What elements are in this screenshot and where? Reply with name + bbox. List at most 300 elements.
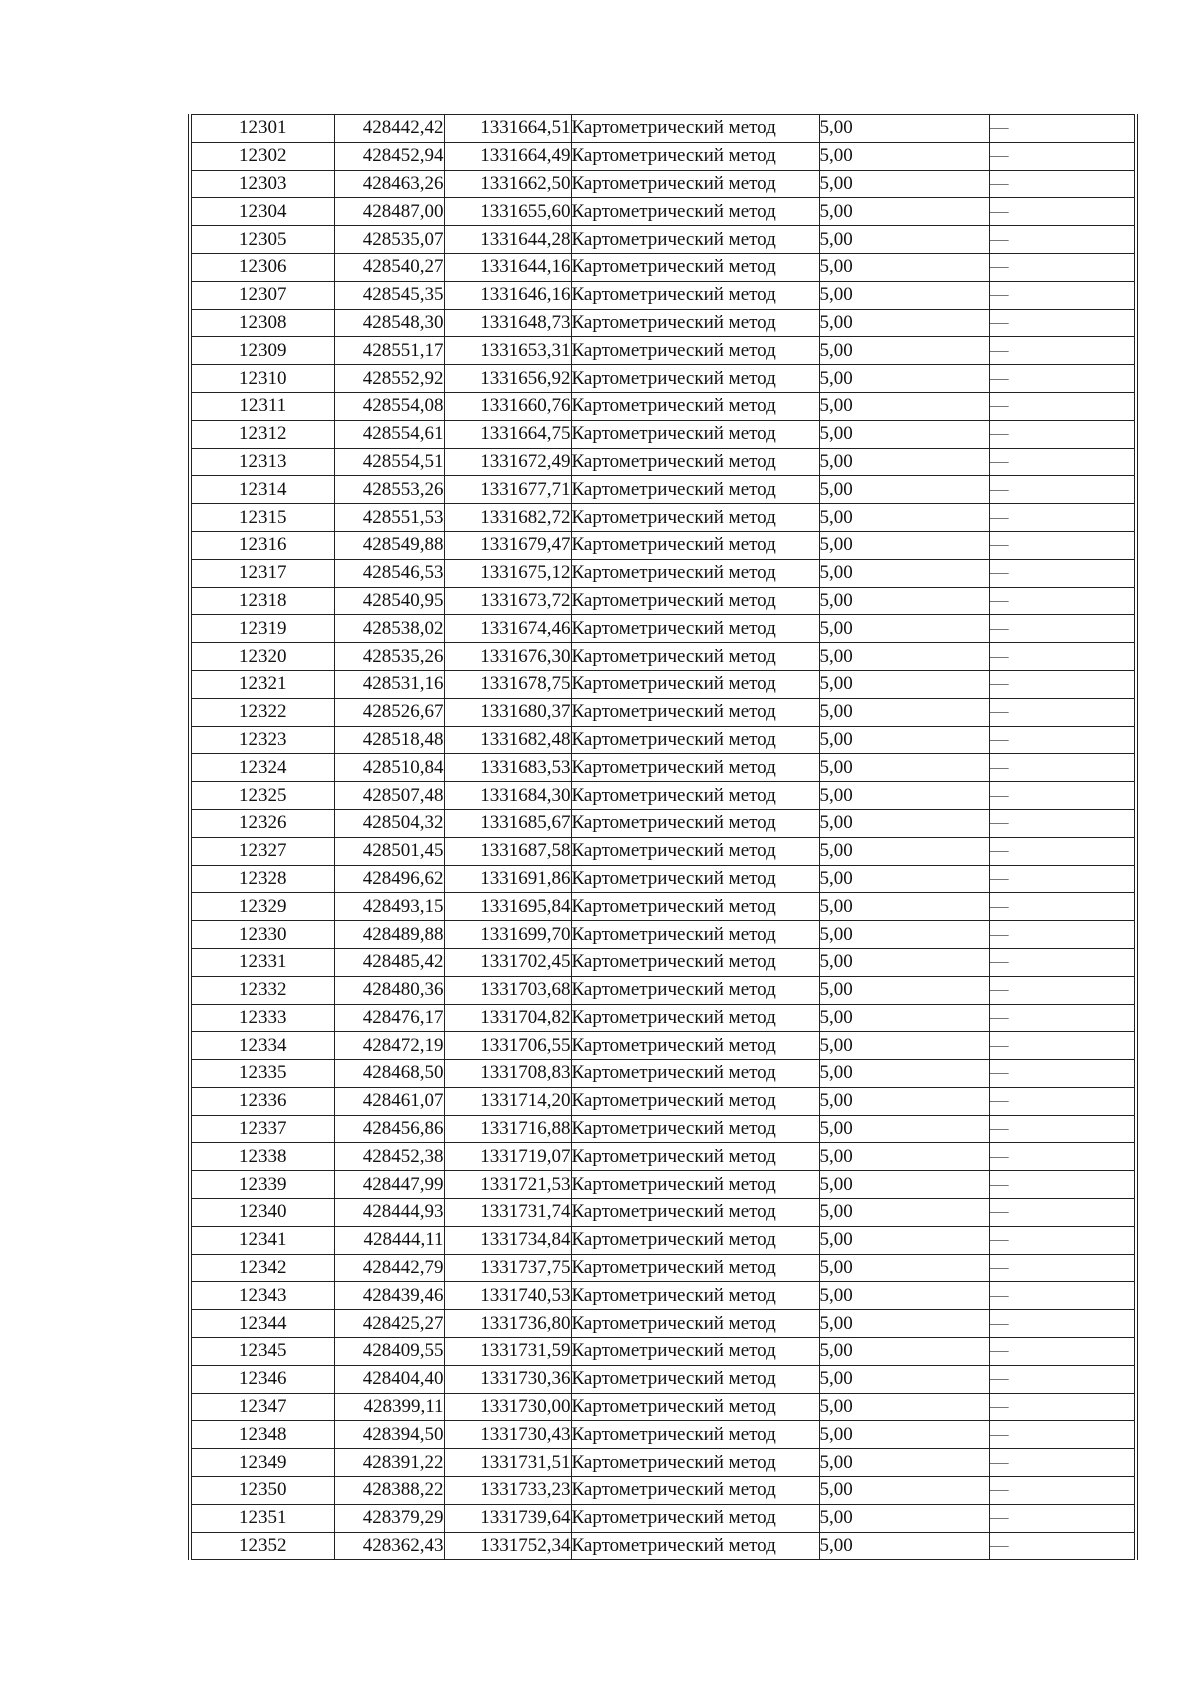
point-number-cell: 12311 xyxy=(190,392,334,420)
description-cell: — xyxy=(989,893,1136,921)
x-coordinate-cell: 428379,29 xyxy=(334,1504,444,1532)
table-row xyxy=(190,1115,1136,1143)
x-coordinate-cell: 428480,36 xyxy=(334,976,444,1004)
table-row xyxy=(190,1282,1136,1310)
description-cell: — xyxy=(989,1504,1136,1532)
method-cell: Картометрический метод xyxy=(571,281,819,309)
method-cell: Картометрический метод xyxy=(571,253,819,281)
accuracy-cell: 5,00 xyxy=(819,1310,989,1338)
x-coordinate-cell: 428388,22 xyxy=(334,1477,444,1505)
y-coordinate-cell: 1331648,73 xyxy=(444,309,571,337)
x-coordinate-cell: 428452,38 xyxy=(334,1143,444,1171)
accuracy-cell: 5,00 xyxy=(819,365,989,393)
table-row xyxy=(190,448,1136,476)
accuracy-cell: 5,00 xyxy=(819,448,989,476)
description-cell: — xyxy=(989,948,1136,976)
table-row xyxy=(190,865,1136,893)
method-cell: Картометрический метод xyxy=(571,142,819,170)
x-coordinate-cell: 428531,16 xyxy=(334,670,444,698)
point-number-cell: 12306 xyxy=(190,253,334,281)
accuracy-cell: 5,00 xyxy=(819,865,989,893)
method-cell: Картометрический метод xyxy=(571,1393,819,1421)
x-coordinate-cell: 428442,79 xyxy=(334,1254,444,1282)
point-number-cell: 12352 xyxy=(190,1532,334,1560)
point-number-cell: 12305 xyxy=(190,226,334,254)
y-coordinate-cell: 1331699,70 xyxy=(444,921,571,949)
point-number-cell: 12341 xyxy=(190,1226,334,1254)
x-coordinate-cell: 428489,88 xyxy=(334,921,444,949)
method-cell: Картометрический метод xyxy=(571,615,819,643)
y-coordinate-cell: 1331730,36 xyxy=(444,1365,571,1393)
y-coordinate-cell: 1331734,84 xyxy=(444,1226,571,1254)
accuracy-cell: 5,00 xyxy=(819,1449,989,1477)
method-cell: Картометрический метод xyxy=(571,1004,819,1032)
point-number-cell: 12327 xyxy=(190,837,334,865)
description-cell: — xyxy=(989,1171,1136,1199)
point-number-cell: 12318 xyxy=(190,587,334,615)
point-number-cell: 12320 xyxy=(190,643,334,671)
y-coordinate-cell: 1331730,00 xyxy=(444,1393,571,1421)
accuracy-cell: 5,00 xyxy=(819,1004,989,1032)
table-row xyxy=(190,698,1136,726)
y-coordinate-cell: 1331695,84 xyxy=(444,893,571,921)
table-row xyxy=(190,726,1136,754)
method-cell: Картометрический метод xyxy=(571,1143,819,1171)
description-cell: — xyxy=(989,115,1136,143)
x-coordinate-cell: 428452,94 xyxy=(334,142,444,170)
point-number-cell: 12323 xyxy=(190,726,334,754)
y-coordinate-cell: 1331678,75 xyxy=(444,670,571,698)
description-cell: — xyxy=(989,1226,1136,1254)
accuracy-cell: 5,00 xyxy=(819,1143,989,1171)
point-number-cell: 12350 xyxy=(190,1477,334,1505)
description-cell: — xyxy=(989,1449,1136,1477)
accuracy-cell: 5,00 xyxy=(819,309,989,337)
x-coordinate-cell: 428447,99 xyxy=(334,1171,444,1199)
description-cell: — xyxy=(989,921,1136,949)
table-row xyxy=(190,337,1136,365)
y-coordinate-cell: 1331682,72 xyxy=(444,504,571,532)
method-cell: Картометрический метод xyxy=(571,643,819,671)
table-row xyxy=(190,1004,1136,1032)
table-row xyxy=(190,309,1136,337)
x-coordinate-cell: 428444,93 xyxy=(334,1199,444,1227)
description-cell: — xyxy=(989,559,1136,587)
point-number-cell: 12334 xyxy=(190,1032,334,1060)
accuracy-cell: 5,00 xyxy=(819,1032,989,1060)
y-coordinate-cell: 1331721,53 xyxy=(444,1171,571,1199)
description-cell: — xyxy=(989,865,1136,893)
accuracy-cell: 5,00 xyxy=(819,643,989,671)
y-coordinate-cell: 1331677,71 xyxy=(444,476,571,504)
x-coordinate-cell: 428496,62 xyxy=(334,865,444,893)
point-number-cell: 12328 xyxy=(190,865,334,893)
table-row xyxy=(190,1310,1136,1338)
description-cell: — xyxy=(989,365,1136,393)
accuracy-cell: 5,00 xyxy=(819,281,989,309)
y-coordinate-cell: 1331752,34 xyxy=(444,1532,571,1560)
method-cell: Картометрический метод xyxy=(571,309,819,337)
x-coordinate-cell: 428472,19 xyxy=(334,1032,444,1060)
table-row xyxy=(190,754,1136,782)
y-coordinate-cell: 1331719,07 xyxy=(444,1143,571,1171)
table-row xyxy=(190,837,1136,865)
x-coordinate-cell: 428551,17 xyxy=(334,337,444,365)
accuracy-cell: 5,00 xyxy=(819,142,989,170)
method-cell: Картометрический метод xyxy=(571,670,819,698)
y-coordinate-cell: 1331660,76 xyxy=(444,392,571,420)
y-coordinate-cell: 1331673,72 xyxy=(444,587,571,615)
y-coordinate-cell: 1331664,51 xyxy=(444,115,571,143)
description-cell: — xyxy=(989,1393,1136,1421)
point-number-cell: 12335 xyxy=(190,1060,334,1088)
accuracy-cell: 5,00 xyxy=(819,559,989,587)
method-cell: Картометрический метод xyxy=(571,1282,819,1310)
method-cell: Картометрический метод xyxy=(571,809,819,837)
accuracy-cell: 5,00 xyxy=(819,1532,989,1560)
x-coordinate-cell: 428399,11 xyxy=(334,1393,444,1421)
description-cell: — xyxy=(989,754,1136,782)
point-number-cell: 12309 xyxy=(190,337,334,365)
method-cell: Картометрический метод xyxy=(571,865,819,893)
accuracy-cell: 5,00 xyxy=(819,1199,989,1227)
x-coordinate-cell: 428391,22 xyxy=(334,1449,444,1477)
accuracy-cell: 5,00 xyxy=(819,837,989,865)
accuracy-cell: 5,00 xyxy=(819,1254,989,1282)
y-coordinate-cell: 1331685,67 xyxy=(444,809,571,837)
point-number-cell: 12325 xyxy=(190,782,334,810)
accuracy-cell: 5,00 xyxy=(819,226,989,254)
x-coordinate-cell: 428540,27 xyxy=(334,253,444,281)
point-number-cell: 12346 xyxy=(190,1365,334,1393)
table-row xyxy=(190,782,1136,810)
table-row xyxy=(190,1254,1136,1282)
description-cell: — xyxy=(989,1338,1136,1366)
table-row xyxy=(190,281,1136,309)
accuracy-cell: 5,00 xyxy=(819,670,989,698)
table-row xyxy=(190,1171,1136,1199)
x-coordinate-cell: 428518,48 xyxy=(334,726,444,754)
y-coordinate-cell: 1331683,53 xyxy=(444,754,571,782)
description-cell: — xyxy=(989,337,1136,365)
accuracy-cell: 5,00 xyxy=(819,531,989,559)
method-cell: Картометрический метод xyxy=(571,1060,819,1088)
coordinates-table xyxy=(188,114,1138,1560)
table-row xyxy=(190,253,1136,281)
table-row xyxy=(190,392,1136,420)
method-cell: Картометрический метод xyxy=(571,1226,819,1254)
table-row xyxy=(190,504,1136,532)
point-number-cell: 12351 xyxy=(190,1504,334,1532)
method-cell: Картометрический метод xyxy=(571,476,819,504)
y-coordinate-cell: 1331675,12 xyxy=(444,559,571,587)
description-cell: — xyxy=(989,1254,1136,1282)
table-row xyxy=(190,1060,1136,1088)
accuracy-cell: 5,00 xyxy=(819,587,989,615)
point-number-cell: 12349 xyxy=(190,1449,334,1477)
accuracy-cell: 5,00 xyxy=(819,1226,989,1254)
description-cell: — xyxy=(989,670,1136,698)
point-number-cell: 12315 xyxy=(190,504,334,532)
description-cell: — xyxy=(989,1532,1136,1560)
y-coordinate-cell: 1331714,20 xyxy=(444,1087,571,1115)
description-cell: — xyxy=(989,976,1136,1004)
y-coordinate-cell: 1331740,53 xyxy=(444,1282,571,1310)
description-cell: — xyxy=(989,809,1136,837)
accuracy-cell: 5,00 xyxy=(819,1115,989,1143)
y-coordinate-cell: 1331733,23 xyxy=(444,1477,571,1505)
x-coordinate-cell: 428554,51 xyxy=(334,448,444,476)
x-coordinate-cell: 428551,53 xyxy=(334,504,444,532)
method-cell: Картометрический метод xyxy=(571,1365,819,1393)
table-row xyxy=(190,1532,1136,1560)
point-number-cell: 12329 xyxy=(190,893,334,921)
description-cell: — xyxy=(989,615,1136,643)
method-cell: Картометрический метод xyxy=(571,698,819,726)
x-coordinate-cell: 428501,45 xyxy=(334,837,444,865)
y-coordinate-cell: 1331703,68 xyxy=(444,976,571,1004)
x-coordinate-cell: 428444,11 xyxy=(334,1226,444,1254)
point-number-cell: 12326 xyxy=(190,809,334,837)
description-cell: — xyxy=(989,698,1136,726)
description-cell: — xyxy=(989,1199,1136,1227)
point-number-cell: 12332 xyxy=(190,976,334,1004)
y-coordinate-cell: 1331662,50 xyxy=(444,170,571,198)
table-row xyxy=(190,198,1136,226)
accuracy-cell: 5,00 xyxy=(819,198,989,226)
description-cell: — xyxy=(989,198,1136,226)
table-row xyxy=(190,809,1136,837)
method-cell: Картометрический метод xyxy=(571,392,819,420)
y-coordinate-cell: 1331646,16 xyxy=(444,281,571,309)
point-number-cell: 12321 xyxy=(190,670,334,698)
method-cell: Картометрический метод xyxy=(571,531,819,559)
point-number-cell: 12302 xyxy=(190,142,334,170)
method-cell: Картометрический метод xyxy=(571,1254,819,1282)
point-number-cell: 12340 xyxy=(190,1199,334,1227)
table-row xyxy=(190,531,1136,559)
accuracy-cell: 5,00 xyxy=(819,921,989,949)
y-coordinate-cell: 1331664,75 xyxy=(444,420,571,448)
description-cell: — xyxy=(989,226,1136,254)
x-coordinate-cell: 428425,27 xyxy=(334,1310,444,1338)
y-coordinate-cell: 1331674,46 xyxy=(444,615,571,643)
y-coordinate-cell: 1331655,60 xyxy=(444,198,571,226)
point-number-cell: 12307 xyxy=(190,281,334,309)
description-cell: — xyxy=(989,281,1136,309)
point-number-cell: 12336 xyxy=(190,1087,334,1115)
point-number-cell: 12319 xyxy=(190,615,334,643)
description-cell: — xyxy=(989,1310,1136,1338)
point-number-cell: 12333 xyxy=(190,1004,334,1032)
x-coordinate-cell: 428526,67 xyxy=(334,698,444,726)
method-cell: Картометрический метод xyxy=(571,1449,819,1477)
y-coordinate-cell: 1331731,59 xyxy=(444,1338,571,1366)
method-cell: Картометрический метод xyxy=(571,1171,819,1199)
accuracy-cell: 5,00 xyxy=(819,337,989,365)
y-coordinate-cell: 1331644,28 xyxy=(444,226,571,254)
table-row xyxy=(190,420,1136,448)
x-coordinate-cell: 428535,07 xyxy=(334,226,444,254)
description-cell: — xyxy=(989,1477,1136,1505)
table-row xyxy=(190,476,1136,504)
y-coordinate-cell: 1331731,51 xyxy=(444,1449,571,1477)
method-cell: Картометрический метод xyxy=(571,365,819,393)
method-cell: Картометрический метод xyxy=(571,1087,819,1115)
accuracy-cell: 5,00 xyxy=(819,1171,989,1199)
table-row xyxy=(190,115,1136,143)
point-number-cell: 12348 xyxy=(190,1421,334,1449)
table-row xyxy=(190,670,1136,698)
x-coordinate-cell: 428545,35 xyxy=(334,281,444,309)
table-row xyxy=(190,615,1136,643)
point-number-cell: 12337 xyxy=(190,1115,334,1143)
x-coordinate-cell: 428504,32 xyxy=(334,809,444,837)
point-number-cell: 12310 xyxy=(190,365,334,393)
method-cell: Картометрический метод xyxy=(571,587,819,615)
method-cell: Картометрический метод xyxy=(571,1338,819,1366)
y-coordinate-cell: 1331687,58 xyxy=(444,837,571,865)
y-coordinate-cell: 1331731,74 xyxy=(444,1199,571,1227)
point-number-cell: 12344 xyxy=(190,1310,334,1338)
x-coordinate-cell: 428554,08 xyxy=(334,392,444,420)
description-cell: — xyxy=(989,1115,1136,1143)
description-cell: — xyxy=(989,1282,1136,1310)
description-cell: — xyxy=(989,448,1136,476)
table-row xyxy=(190,1199,1136,1227)
x-coordinate-cell: 428362,43 xyxy=(334,1532,444,1560)
accuracy-cell: 5,00 xyxy=(819,1365,989,1393)
point-number-cell: 12322 xyxy=(190,698,334,726)
table-row xyxy=(190,1087,1136,1115)
description-cell: — xyxy=(989,309,1136,337)
x-coordinate-cell: 428546,53 xyxy=(334,559,444,587)
accuracy-cell: 5,00 xyxy=(819,893,989,921)
table-row xyxy=(190,226,1136,254)
y-coordinate-cell: 1331680,37 xyxy=(444,698,571,726)
accuracy-cell: 5,00 xyxy=(819,253,989,281)
description-cell: — xyxy=(989,643,1136,671)
accuracy-cell: 5,00 xyxy=(819,1338,989,1366)
y-coordinate-cell: 1331739,64 xyxy=(444,1504,571,1532)
method-cell: Картометрический метод xyxy=(571,754,819,782)
y-coordinate-cell: 1331702,45 xyxy=(444,948,571,976)
accuracy-cell: 5,00 xyxy=(819,809,989,837)
table-row xyxy=(190,1143,1136,1171)
method-cell: Картометрический метод xyxy=(571,448,819,476)
y-coordinate-cell: 1331706,55 xyxy=(444,1032,571,1060)
description-cell: — xyxy=(989,170,1136,198)
x-coordinate-cell: 428409,55 xyxy=(334,1338,444,1366)
table-row xyxy=(190,559,1136,587)
description-cell: — xyxy=(989,420,1136,448)
description-cell: — xyxy=(989,782,1136,810)
description-cell: — xyxy=(989,142,1136,170)
table-row xyxy=(190,170,1136,198)
x-coordinate-cell: 428554,61 xyxy=(334,420,444,448)
point-number-cell: 12347 xyxy=(190,1393,334,1421)
accuracy-cell: 5,00 xyxy=(819,1421,989,1449)
x-coordinate-cell: 428476,17 xyxy=(334,1004,444,1032)
x-coordinate-cell: 428463,26 xyxy=(334,170,444,198)
accuracy-cell: 5,00 xyxy=(819,698,989,726)
point-number-cell: 12304 xyxy=(190,198,334,226)
description-cell: — xyxy=(989,531,1136,559)
point-number-cell: 12345 xyxy=(190,1338,334,1366)
method-cell: Картометрический метод xyxy=(571,1115,819,1143)
y-coordinate-cell: 1331708,83 xyxy=(444,1060,571,1088)
table-row xyxy=(190,948,1136,976)
description-cell: — xyxy=(989,726,1136,754)
method-cell: Картометрический метод xyxy=(571,1421,819,1449)
y-coordinate-cell: 1331664,49 xyxy=(444,142,571,170)
x-coordinate-cell: 428552,92 xyxy=(334,365,444,393)
point-number-cell: 12339 xyxy=(190,1171,334,1199)
description-cell: — xyxy=(989,1421,1136,1449)
point-number-cell: 12317 xyxy=(190,559,334,587)
x-coordinate-cell: 428507,48 xyxy=(334,782,444,810)
point-number-cell: 12314 xyxy=(190,476,334,504)
accuracy-cell: 5,00 xyxy=(819,476,989,504)
table-row xyxy=(190,1504,1136,1532)
method-cell: Картометрический метод xyxy=(571,115,819,143)
table-row xyxy=(190,1449,1136,1477)
method-cell: Картометрический метод xyxy=(571,837,819,865)
point-number-cell: 12303 xyxy=(190,170,334,198)
method-cell: Картометрический метод xyxy=(571,893,819,921)
table-row xyxy=(190,1421,1136,1449)
x-coordinate-cell: 428456,86 xyxy=(334,1115,444,1143)
description-cell: — xyxy=(989,1032,1136,1060)
method-cell: Картометрический метод xyxy=(571,921,819,949)
description-cell: — xyxy=(989,1060,1136,1088)
x-coordinate-cell: 428540,95 xyxy=(334,587,444,615)
accuracy-cell: 5,00 xyxy=(819,782,989,810)
point-number-cell: 12301 xyxy=(190,115,334,143)
x-coordinate-cell: 428535,26 xyxy=(334,643,444,671)
accuracy-cell: 5,00 xyxy=(819,1087,989,1115)
table-row xyxy=(190,1032,1136,1060)
x-coordinate-cell: 428493,15 xyxy=(334,893,444,921)
x-coordinate-cell: 428442,42 xyxy=(334,115,444,143)
method-cell: Картометрический метод xyxy=(571,1532,819,1560)
y-coordinate-cell: 1331672,49 xyxy=(444,448,571,476)
description-cell: — xyxy=(989,1087,1136,1115)
point-number-cell: 12343 xyxy=(190,1282,334,1310)
y-coordinate-cell: 1331684,30 xyxy=(444,782,571,810)
method-cell: Картометрический метод xyxy=(571,1477,819,1505)
table-row xyxy=(190,643,1136,671)
method-cell: Картометрический метод xyxy=(571,782,819,810)
accuracy-cell: 5,00 xyxy=(819,504,989,532)
method-cell: Картометрический метод xyxy=(571,198,819,226)
x-coordinate-cell: 428538,02 xyxy=(334,615,444,643)
accuracy-cell: 5,00 xyxy=(819,1282,989,1310)
table-row xyxy=(190,142,1136,170)
table-row xyxy=(190,365,1136,393)
description-cell: — xyxy=(989,1143,1136,1171)
method-cell: Картометрический метод xyxy=(571,170,819,198)
table-row xyxy=(190,1338,1136,1366)
method-cell: Картометрический метод xyxy=(571,1504,819,1532)
method-cell: Картометрический метод xyxy=(571,1199,819,1227)
point-number-cell: 12338 xyxy=(190,1143,334,1171)
x-coordinate-cell: 428439,46 xyxy=(334,1282,444,1310)
y-coordinate-cell: 1331656,92 xyxy=(444,365,571,393)
x-coordinate-cell: 428394,50 xyxy=(334,1421,444,1449)
accuracy-cell: 5,00 xyxy=(819,115,989,143)
x-coordinate-cell: 428485,42 xyxy=(334,948,444,976)
